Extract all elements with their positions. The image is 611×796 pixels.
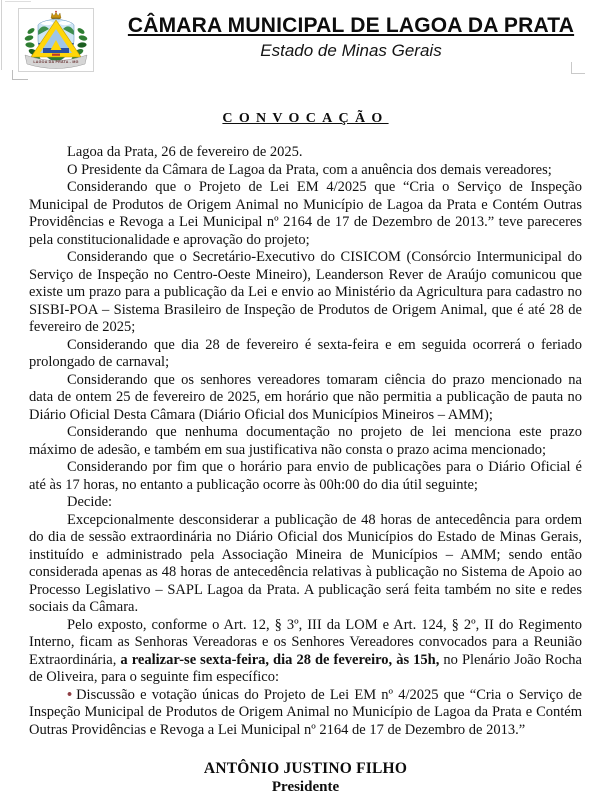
signature-role: Presidente bbox=[271, 779, 340, 795]
coat-of-arms-icon bbox=[19, 9, 93, 71]
pelo-exposto-post: no Plenário João Rocha de Oliveira, para o seguinte fim específico: bbox=[29, 651, 582, 685]
document-body bbox=[29, 144, 582, 739]
ribbon-text: LAGOA DA PRATA - MG bbox=[33, 60, 79, 65]
document-header bbox=[0, 0, 611, 88]
header-text bbox=[105, 14, 597, 61]
paragraph-pelo-exposto bbox=[29, 617, 582, 687]
agenda-item-text: Discussão e votação únicas do Projeto de Lei EM nº 4/2025 que “Cria o Serviço de Inspeção Municipal de Produtos de Origem Animal no Município de Lagoa da Prata e Contém Outras Providências e Revoga a Lei Municipal nº 2164 de 17 de Dezembro de 2013.” bbox=[29, 686, 582, 738]
agenda-item bbox=[29, 687, 582, 740]
paragraph-considerando-1: Considerando que o Projeto de Lei EM 4/2025 que “Cria o Serviço de Inspeção Municipal de Produtos de Origem Animal no Município de Lagoa da Prata e Contém Outras Providências e Revoga a Lei Municipal nº 2164 de 17 de Dezembro de 2013.” teve pareceres pela constitucionalidade e aprovação do projeto; bbox=[29, 179, 582, 248]
coat-of-arms-box bbox=[18, 8, 94, 72]
pelo-exposto-bold: a realizar-se sexta-feira, dia 28 de fevereiro, às 15h, bbox=[120, 651, 440, 668]
page-subtitle: Estado de Minas Gerais bbox=[260, 41, 442, 60]
bullet-marker: • bbox=[67, 686, 73, 703]
document-heading: CONVOCAÇÃO bbox=[222, 111, 389, 126]
paragraph-considerando-4: Considerando que os senhores vereadores tomaram ciência do prazo mencionado na data de ontem 25 de fevereiro de 2025, em horário que não permitia a publicação de pauta no Diário Oficial Desta Câmara (Diário Oficial dos Municípios Mineiros – AMM); bbox=[29, 371, 582, 423]
pelo-exposto-pre: Pelo exposto, conforme o Art. 12, § 3º, III da LOM e Art. 124, § 2º, II do Regimento Interno, ficam as Senhoras Vereadoras e os Senhores Vereadores convocados para a Reunião Extraordinária, bbox=[29, 616, 582, 668]
paragraph-president: O Presidente da Câmara de Lagoa da Prata, com a anuência dos demais vereadores; bbox=[67, 161, 552, 178]
page-title: CÂMARA MUNICIPAL DE LAGOA DA PRATA bbox=[127, 14, 575, 37]
paragraph-considerando-3: Considerando que dia 28 de fevereiro é sexta-feira e em seguida ocorrerá o feriado prolongado de carnaval; bbox=[29, 336, 582, 370]
paragraph-considerando-5: Considerando que nenhuma documentação no projeto de lei menciona este prazo máximo de adesão, e também em sua justificativa não consta o prazo acima mencionado; bbox=[29, 424, 582, 458]
crown-icon bbox=[51, 11, 61, 19]
paragraph-decide: Decide: bbox=[67, 494, 113, 510]
paragraph-date: Lagoa da Prata, 26 de fevereiro de 2025. bbox=[67, 144, 303, 160]
paragraph-considerando-2: Considerando que o Secretário-Executivo do CISICOM (Consórcio Intermunicipal do Serviço de Inspeção no Centro-Oeste Mineiro), Leanderson Rever de Araújo comunicou que existe um prazo para a publicação da Lei e envio ao Ministério da Agricultura para cadastro no SISBI-POA – Sistema Brasileiro de Inspeção de Produtos de Origem Animal, que é até 28 de fevereiro de 2025; bbox=[29, 249, 582, 335]
paragraph-considerando-6: Considerando por fim que o horário para envio de publicações para o Diário Oficial é até às 17 horas, no entanto a publicação ocorre às 00h:00 do dia útil seguinte; bbox=[29, 459, 582, 493]
paragraph-excepcionalmente: Excepcionalmente desconsiderar a publicação de 48 horas de antecedência para ordem do dia de sessão extraordinária no Diário Oficial dos Municípios do Estado de Minas Gerais, instituído e administrado pela Associação Mineira de Municípios – AMM; sendo então considerada apenas as 48 horas de antecedência relativas à publicação no Sistema de Apoio ao Processo Legislativo – SAPL Lagoa da Prata. A publicação será feita também no site e redes sociais da Câmara. bbox=[29, 511, 582, 615]
signature-name: ANTÔNIO JUSTINO FILHO bbox=[203, 760, 408, 777]
signature-block bbox=[0, 760, 611, 796]
